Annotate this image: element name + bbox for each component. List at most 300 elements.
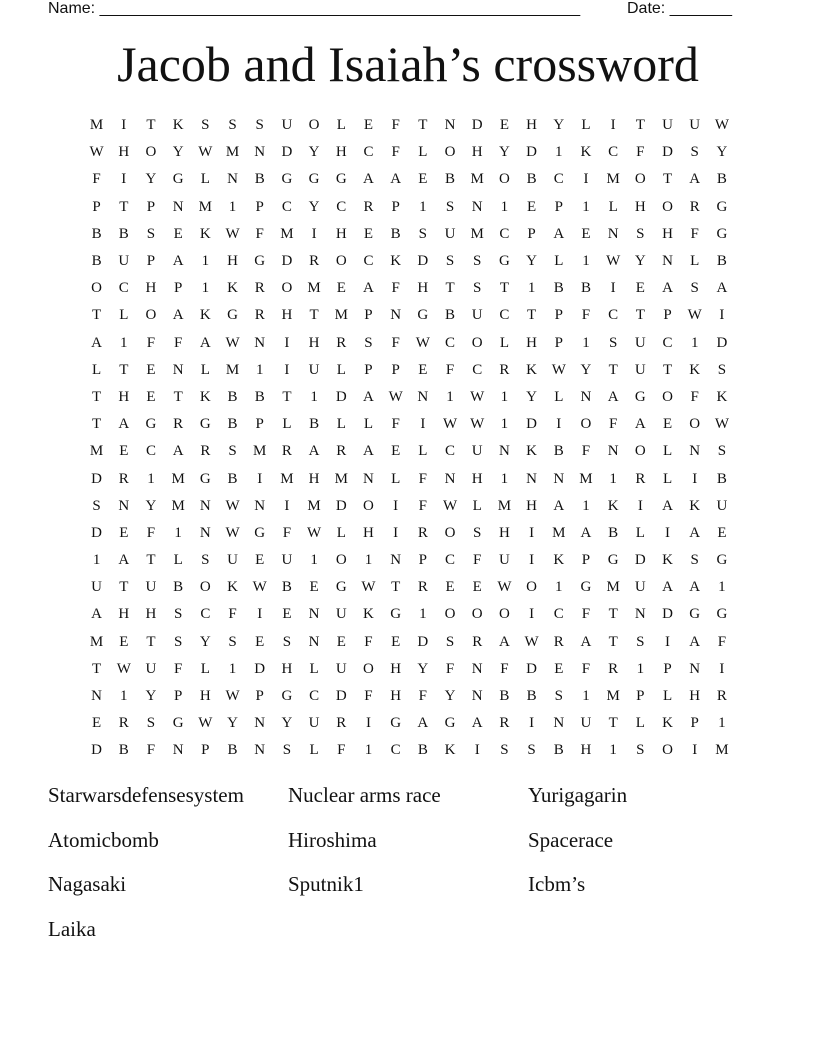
grid-letter: H xyxy=(634,198,646,215)
grid-letter: 1 xyxy=(228,198,237,215)
grid-letter: G xyxy=(199,470,211,487)
grid-letter: H xyxy=(335,225,347,242)
grid-letter: N xyxy=(118,497,130,514)
grid-letter: G xyxy=(308,171,320,188)
grid-letter: W xyxy=(89,144,104,161)
grid-letter: B xyxy=(227,416,238,433)
grid-letter: E xyxy=(336,633,346,650)
grid-letter: U xyxy=(118,253,130,270)
grid-letter: K xyxy=(553,552,565,569)
grid-letter: I xyxy=(556,416,562,433)
grid-letter: F xyxy=(608,416,618,433)
grid-letter: G xyxy=(498,253,510,270)
grid-letter: L xyxy=(336,117,346,134)
grid-letter: W xyxy=(470,388,485,405)
grid-letter: B xyxy=(608,524,619,541)
grid-letter: D xyxy=(335,388,347,405)
grid-letter: W xyxy=(714,117,729,134)
grid-letter: O xyxy=(281,280,293,297)
grid-letter: N xyxy=(634,606,646,623)
grid-letter: F xyxy=(391,117,400,134)
grid-letter: P xyxy=(173,688,183,705)
grid-letter: Y xyxy=(145,497,157,514)
grid-letter: O xyxy=(308,117,320,134)
grid-letter: W xyxy=(252,579,267,596)
grid-letter: K xyxy=(199,388,211,405)
grid-letter: B xyxy=(553,443,564,460)
grid-letter: G xyxy=(254,524,266,541)
header-line xyxy=(48,0,748,20)
grid-letter: D xyxy=(634,552,646,569)
grid-letter: M xyxy=(579,470,593,487)
grid-letter: N xyxy=(607,225,619,242)
grid-letter: C xyxy=(499,307,510,324)
grid-letter: N xyxy=(444,117,456,134)
grid-letter: O xyxy=(145,307,157,324)
grid-letter: A xyxy=(363,280,374,297)
name-field-label: Name: ______________________________________________________ xyxy=(48,0,581,17)
grid-letter: F xyxy=(391,280,400,297)
grid-letter: I xyxy=(529,524,535,541)
grid-letter: S xyxy=(554,688,563,705)
grid-letter: F xyxy=(473,552,482,569)
grid-letter: A xyxy=(308,443,320,460)
grid-letter: L xyxy=(418,144,428,161)
grid-letter: A xyxy=(689,579,701,596)
grid-letter: M xyxy=(171,497,185,514)
grid-letter: E xyxy=(255,633,265,650)
grid-letter: O xyxy=(689,416,701,433)
grid-letter: F xyxy=(146,742,156,759)
grid-letter: S xyxy=(282,633,292,650)
grid-letter: W xyxy=(606,253,621,270)
grid-letter: U xyxy=(716,497,728,514)
grid-letter: W xyxy=(687,307,702,324)
grid-letter: F xyxy=(690,225,699,242)
grid-letter: A xyxy=(553,225,565,242)
grid-letter: L xyxy=(690,253,700,270)
grid-letter: S xyxy=(500,742,509,759)
grid-letter: L xyxy=(173,552,183,569)
grid-letter: D xyxy=(417,633,429,650)
grid-letter: G xyxy=(716,552,728,569)
grid-letter: D xyxy=(662,606,673,623)
grid-letter: S xyxy=(201,117,210,134)
grid-letter: L xyxy=(200,660,210,677)
grid-letter: L xyxy=(282,416,292,433)
grid-letter: K xyxy=(227,280,238,297)
grid-letter: G xyxy=(227,307,238,324)
grid-letter: N xyxy=(199,497,211,514)
grid-letter: M xyxy=(606,171,620,188)
grid-letter: D xyxy=(91,470,103,487)
grid-letter: N xyxy=(471,198,483,215)
grid-letter: U xyxy=(91,579,103,596)
grid-letter: H xyxy=(118,388,130,405)
grid-letter: H xyxy=(199,688,211,705)
grid-letter: I xyxy=(692,742,698,759)
grid-letter: C xyxy=(553,171,564,188)
grid-letter: R xyxy=(417,524,428,541)
grid-letter: N xyxy=(254,742,266,759)
grid-letter: S xyxy=(364,334,373,351)
grid-letter: D xyxy=(471,117,483,134)
grid-letter: O xyxy=(471,606,483,623)
grid-letter: R xyxy=(499,361,510,378)
grid-letter: T xyxy=(92,307,102,324)
grid-letter: I xyxy=(257,606,263,623)
grid-letter: H xyxy=(471,470,483,487)
grid-letter: R xyxy=(553,633,564,650)
grid-letter: G xyxy=(716,606,728,623)
grid-letter: B xyxy=(445,307,456,324)
grid-letter: I xyxy=(529,606,535,623)
grid-letter: A xyxy=(91,334,103,351)
grid-letter: K xyxy=(662,715,673,732)
grid-letter: 1 xyxy=(690,334,699,351)
grid-letter: D xyxy=(281,253,293,270)
grid-letter: 1 xyxy=(201,280,210,297)
grid-letter: I xyxy=(692,470,698,487)
grid-letter: S xyxy=(473,280,482,297)
grid-letter: B xyxy=(227,470,238,487)
grid-letter: I xyxy=(665,633,671,650)
grid-letter: D xyxy=(526,416,538,433)
grid-letter: L xyxy=(92,361,102,378)
grid-letter: G xyxy=(335,171,347,188)
grid-letter: 1 xyxy=(555,144,563,161)
grid-letter: M xyxy=(89,117,104,134)
grid-letter: L xyxy=(635,524,645,541)
grid-letter: L xyxy=(662,688,673,705)
grid-letter: P xyxy=(92,198,101,215)
grid-letter: E xyxy=(717,524,727,541)
grid-letter: U xyxy=(145,579,157,596)
grid-letter: C xyxy=(390,742,401,759)
grid-letter: O xyxy=(444,606,456,623)
grid-letter: K xyxy=(199,225,211,242)
grid-letter: Y xyxy=(553,117,565,134)
grid-letter: L xyxy=(309,742,319,759)
grid-letter: A xyxy=(580,633,592,650)
grid-letter: G xyxy=(254,253,266,270)
grid-letter: M xyxy=(253,443,267,460)
grid-letter: P xyxy=(690,715,699,732)
grid-letter: 1 xyxy=(419,606,427,623)
grid-letter: E xyxy=(363,117,374,134)
grid-letter: W xyxy=(225,334,240,351)
grid-letter: F xyxy=(581,307,591,324)
grid-letter: N xyxy=(689,660,701,677)
grid-letter: T xyxy=(282,388,292,405)
grid-letter: F xyxy=(581,606,591,623)
grid-letter: S xyxy=(636,742,645,759)
grid-letter: G xyxy=(172,171,184,188)
grid-letter: 1 xyxy=(636,660,645,677)
grid-letter: H xyxy=(145,606,157,623)
grid-letter: K xyxy=(607,497,619,514)
grid-letter: A xyxy=(172,307,184,324)
grid-letter: A xyxy=(607,388,619,405)
grid-letter: P xyxy=(146,253,156,270)
grid-letter: S xyxy=(445,198,455,215)
word-list-item: Nagasaki xyxy=(48,872,127,897)
grid-letter: A xyxy=(689,633,701,650)
grid-letter: E xyxy=(336,280,346,297)
grid-letter: A xyxy=(689,524,701,541)
grid-letter: O xyxy=(335,253,347,270)
grid-letter: U xyxy=(634,579,646,596)
grid-letter: S xyxy=(717,443,727,460)
grid-letter: B xyxy=(254,171,265,188)
grid-letter: 1 xyxy=(582,688,590,705)
grid-letter: W xyxy=(198,144,213,161)
grid-letter: B xyxy=(553,280,564,297)
grid-letter: 1 xyxy=(718,579,726,596)
grid-letter: 1 xyxy=(364,552,373,569)
grid-letter: Y xyxy=(145,171,157,188)
word-list-item: Hiroshima xyxy=(288,827,377,852)
word-list-item: Icbm’s xyxy=(528,872,586,897)
grid-letter: S xyxy=(146,225,156,242)
grid-letter: L xyxy=(608,198,618,215)
grid-letter: H xyxy=(145,280,157,297)
grid-letter: N xyxy=(172,361,184,378)
grid-letter: 1 xyxy=(555,579,563,596)
grid-letter: N xyxy=(607,443,619,460)
grid-letter: H xyxy=(118,144,130,161)
grid-letter: U xyxy=(634,334,646,351)
grid-letter: G xyxy=(281,688,293,705)
grid-letter: O xyxy=(498,171,510,188)
grid-letter: N xyxy=(498,443,510,460)
grid-letter: L xyxy=(581,117,591,134)
grid-letter: F xyxy=(445,660,455,677)
grid-letter: L xyxy=(635,715,645,732)
grid-letter: R xyxy=(417,579,428,596)
grid-letter: G xyxy=(390,715,402,732)
grid-letter: A xyxy=(580,524,592,541)
grid-letter: L xyxy=(309,660,319,677)
grid-letter: T xyxy=(173,388,183,405)
grid-letter: N xyxy=(526,470,538,487)
grid-letter: S xyxy=(201,552,210,569)
grid-letter: 1 xyxy=(255,361,264,378)
grid-letter: B xyxy=(417,742,428,759)
grid-letter: L xyxy=(119,307,129,324)
grid-letter: O xyxy=(498,606,510,623)
grid-letter: I xyxy=(610,117,616,134)
grid-letter: A xyxy=(118,416,130,433)
grid-letter: G xyxy=(145,416,157,433)
grid-letter: R xyxy=(336,443,347,460)
grid-letter: T xyxy=(391,579,401,596)
grid-letter: T xyxy=(635,117,645,134)
grid-letter: 1 xyxy=(201,253,210,270)
grid-letter: N xyxy=(227,171,238,188)
grid-letter: F xyxy=(92,171,101,188)
grid-letter: H xyxy=(390,688,402,705)
grid-letter: F xyxy=(146,524,156,541)
grid-letter: M xyxy=(606,688,620,705)
grid-letter: N xyxy=(471,660,483,677)
grid-letter: U xyxy=(580,715,592,732)
grid-letter: 1 xyxy=(174,524,182,541)
grid-letter: C xyxy=(499,225,510,242)
grid-letter: I xyxy=(365,715,371,732)
grid-letter: B xyxy=(254,388,265,405)
grid-letter: 1 xyxy=(718,715,726,732)
grid-letter: M xyxy=(225,361,240,378)
grid-letter: B xyxy=(580,280,591,297)
grid-letter: O xyxy=(662,198,673,215)
grid-letter: H xyxy=(662,225,673,242)
grid-letter: A xyxy=(498,633,510,650)
grid-letter: W xyxy=(225,225,240,242)
grid-letter: E xyxy=(146,361,156,378)
grid-letter: E xyxy=(92,715,102,732)
grid-letter: O xyxy=(145,144,157,161)
grid-letter: U xyxy=(227,552,238,569)
grid-letter: M xyxy=(225,144,240,161)
grid-letter: T xyxy=(146,552,156,569)
grid-letter: I xyxy=(529,552,535,569)
grid-letter: P xyxy=(146,198,156,215)
grid-letter: M xyxy=(334,307,348,324)
grid-letter: O xyxy=(662,742,673,759)
grid-letter: D xyxy=(335,497,347,514)
grid-letter: Y xyxy=(227,715,238,732)
grid-letter: G xyxy=(444,715,456,732)
grid-letter: S xyxy=(445,633,455,650)
grid-letter: O xyxy=(662,388,673,405)
grid-letter: P xyxy=(581,552,591,569)
grid-letter: B xyxy=(91,225,102,242)
grid-letter: K xyxy=(172,117,184,134)
grid-letter: D xyxy=(716,334,728,351)
grid-letter: E xyxy=(418,171,428,188)
grid-letter: T xyxy=(119,579,129,596)
grid-letter: L xyxy=(418,443,428,460)
grid-letter: F xyxy=(391,144,400,161)
grid-letter: S xyxy=(636,633,645,650)
grid-letter: H xyxy=(526,117,538,134)
grid-letter: U xyxy=(444,225,456,242)
grid-letter: A xyxy=(363,388,374,405)
grid-letter: T xyxy=(418,117,428,134)
grid-letter: A xyxy=(553,497,565,514)
grid-letter: K xyxy=(716,388,728,405)
grid-letter: E xyxy=(635,280,645,297)
grid-letter: H xyxy=(363,524,374,541)
grid-letter: P xyxy=(391,198,400,215)
grid-letter: L xyxy=(662,470,673,487)
grid-letter: I xyxy=(284,361,290,378)
grid-letter: W xyxy=(116,660,131,677)
grid-letter: R xyxy=(499,715,510,732)
grid-letter: I xyxy=(393,497,399,514)
grid-letter: P xyxy=(173,280,183,297)
word-list-item: Atomicbomb xyxy=(48,827,159,852)
grid-letter: N xyxy=(689,443,701,460)
grid-letter: G xyxy=(716,198,728,215)
grid-letter: W xyxy=(198,715,213,732)
grid-letter: C xyxy=(281,198,292,215)
grid-letter: Y xyxy=(498,144,510,161)
grid-letter: M xyxy=(307,497,321,514)
grid-letter: 1 xyxy=(500,470,509,487)
grid-letter: R xyxy=(309,253,320,270)
grid-letter: U xyxy=(335,606,347,623)
grid-letter: P xyxy=(527,225,536,242)
grid-letter: K xyxy=(689,361,701,378)
grid-letter: W xyxy=(524,633,539,650)
grid-letter: G xyxy=(607,552,619,569)
grid-letter: C xyxy=(472,361,483,378)
grid-letter: Y xyxy=(172,144,184,161)
grid-letter: E xyxy=(363,225,374,242)
grid-letter: F xyxy=(690,388,699,405)
grid-letter: A xyxy=(390,171,402,188)
grid-letter: N xyxy=(580,388,592,405)
grid-letter: N xyxy=(91,688,103,705)
grid-letter: H xyxy=(471,144,483,161)
grid-letter: F xyxy=(581,443,591,460)
grid-letter: A xyxy=(172,443,184,460)
grid-letter: F xyxy=(418,497,428,514)
grid-letter: I xyxy=(284,497,290,514)
grid-letter: W xyxy=(442,416,458,433)
grid-letter: N xyxy=(471,688,483,705)
grid-letter: R xyxy=(173,416,184,433)
date-field-label: Date: _______ xyxy=(627,0,732,17)
grid-letter: F xyxy=(282,524,292,541)
grid-letter: A xyxy=(363,443,374,460)
grid-letter: D xyxy=(335,688,347,705)
grid-letter: U xyxy=(498,552,510,569)
grid-letter: K xyxy=(689,497,701,514)
grid-letter: L xyxy=(200,171,210,188)
grid-letter: I xyxy=(393,524,399,541)
grid-letter: 1 xyxy=(228,660,237,677)
grid-letter: H xyxy=(118,606,130,623)
grid-letter: Y xyxy=(281,715,293,732)
grid-letter: 1 xyxy=(310,388,318,405)
grid-letter: S xyxy=(92,497,101,514)
grid-letter: T xyxy=(119,361,129,378)
grid-letter: S xyxy=(173,633,183,650)
grid-letter: N xyxy=(390,552,402,569)
grid-letter: A xyxy=(363,171,374,188)
grid-letter: Y xyxy=(580,361,592,378)
grid-letter: B xyxy=(91,253,102,270)
grid-letter: U xyxy=(662,117,673,134)
grid-letter: F xyxy=(445,361,455,378)
grid-letter: A xyxy=(662,280,673,297)
grid-letter: H xyxy=(308,334,320,351)
grid-letter: F xyxy=(337,742,346,759)
grid-letter: 1 xyxy=(92,552,101,569)
grid-letter: W xyxy=(497,579,512,596)
grid-letter: R xyxy=(200,443,211,460)
grid-letter: E xyxy=(418,361,428,378)
grid-letter: H xyxy=(308,470,320,487)
grid-letter: O xyxy=(363,660,374,677)
grid-letter: Y xyxy=(308,198,320,215)
grid-letter: T xyxy=(608,633,618,650)
grid-letter: W xyxy=(470,416,485,433)
grid-letter: W xyxy=(388,388,403,405)
